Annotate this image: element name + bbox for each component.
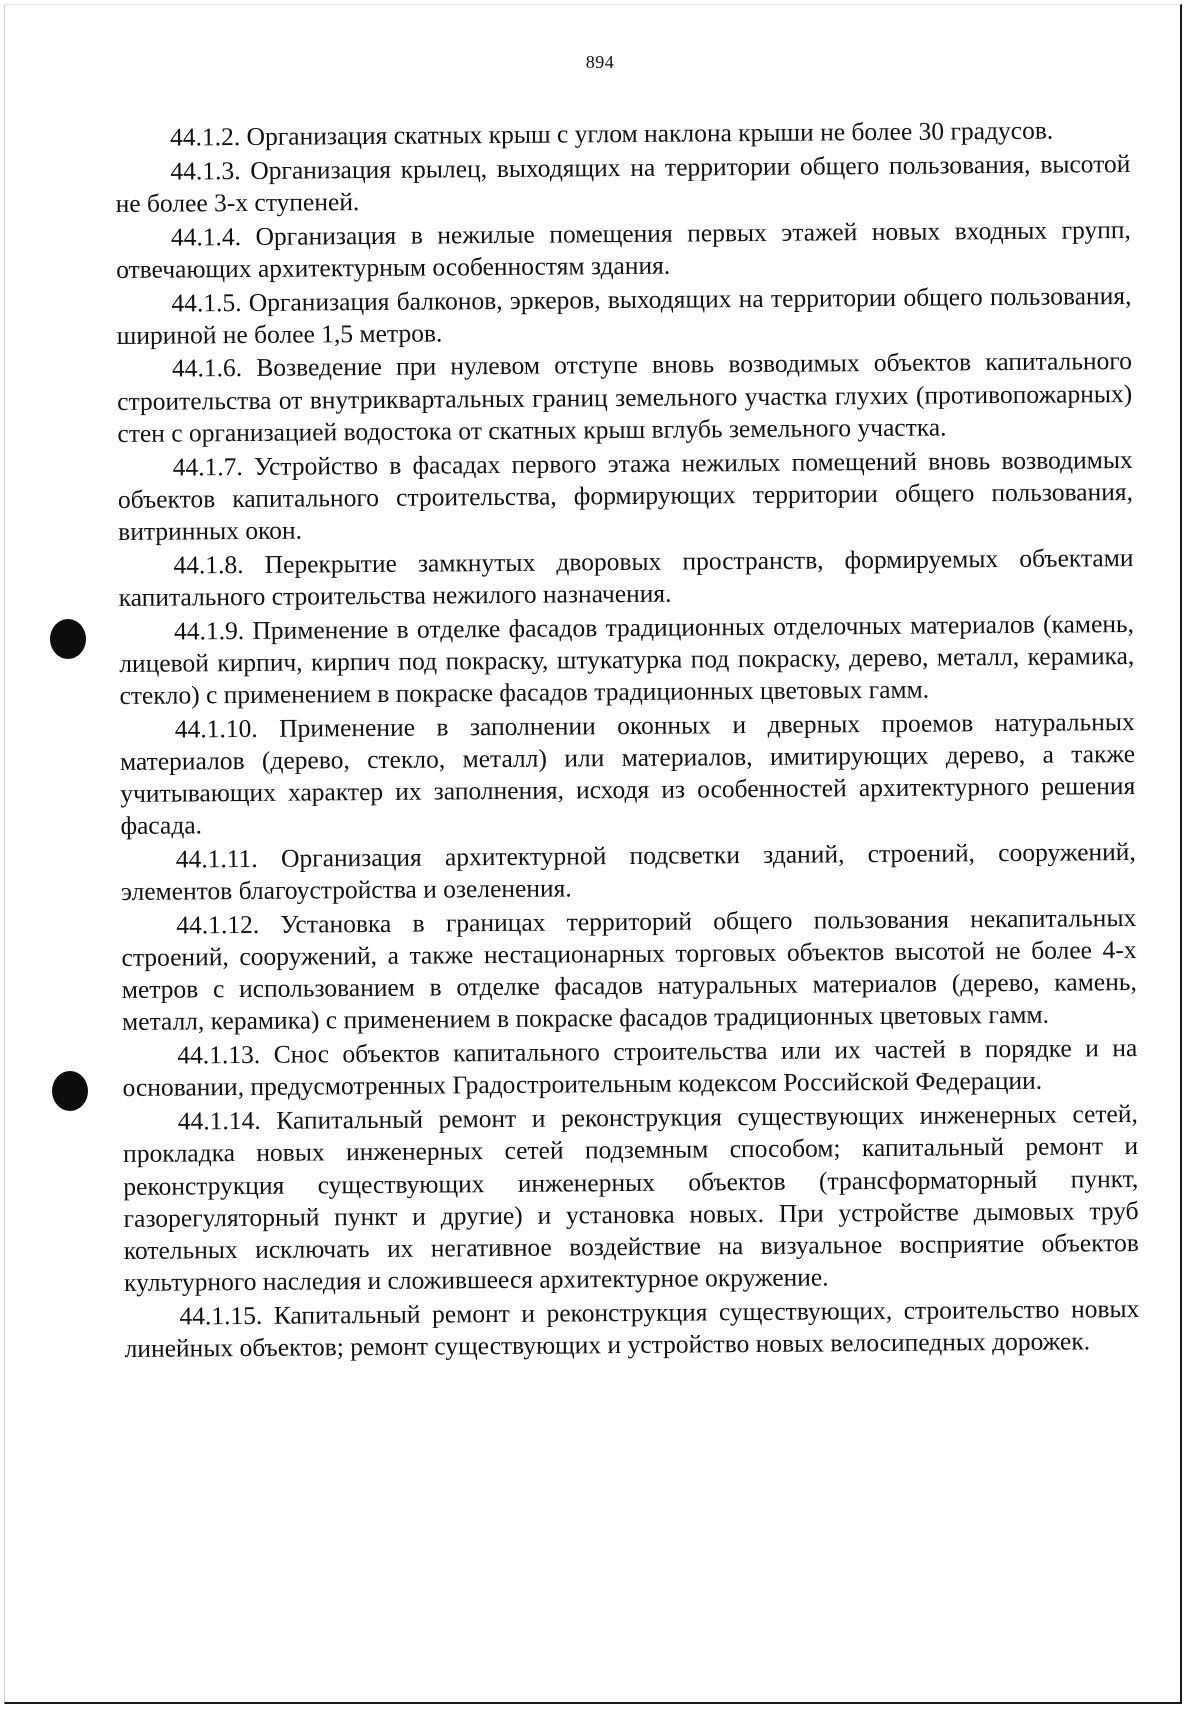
- paragraph-44-1-8: 44.1.8. Перекрытие замкнутых дворовых пространств, формируемых объектами капитального строительства нежилого назначения.: [118, 542, 1134, 612]
- paragraph-44-1-7: 44.1.7. Устройство в фасадах первого этажа нежилых помещений вновь возводимых объектов капитального строительства, формирующих территории общего пользования, витринных окон.: [117, 444, 1134, 546]
- paragraph-44-1-9: 44.1.9. Применение в отделке фасадов традиционных отделочных материалов (камень, лицевой кирпич, кирпич под покраску, штукатурка под покраску, дерево, металл, керамика, стекло) с применением в покраске фасадов традиционных цветовых гамм.: [119, 608, 1135, 710]
- binder-punch-hole-lower: [52, 1071, 88, 1111]
- paragraph-44-1-11: 44.1.11. Организация архитектурной подсветки зданий, строений, сооружений, элементов благоустройства и озеленения.: [120, 836, 1136, 907]
- paragraph-44-1-15: 44.1.15. Капитальный ремонт и реконструкция существующих, строительство новых линейных объектов; ремонт существующих и устройство новых велосипедных дорожек.: [124, 1293, 1140, 1363]
- paragraph-44-1-6: 44.1.6. Возведение при нулевом отступе вновь возводимых объектов капитального строительства от внутриквартальных границ земельного участка глухих (противопожарных) стен с организацией водостока от скатных крыш вглубь земельного участка.: [117, 346, 1133, 448]
- paragraph-44-1-5: 44.1.5. Организация балконов, эркеров, выходящих на территории общего пользования, шириной не более 1,5 метров.: [116, 280, 1132, 350]
- document-body: [115, 114, 1140, 1367]
- page-number: 894: [585, 52, 615, 72]
- binder-punch-hole-upper: [50, 619, 86, 659]
- paragraph-44-1-13: 44.1.13. Снос объектов капитального строительства или их частей в порядке и на основании, предусмотренных Градостроительным кодексом Российской Федерации.: [122, 1033, 1138, 1103]
- paragraph-44-1-4: 44.1.4. Организация в нежилые помещения первых этажей новых входных групп, отвечающих архитектурным особенностям здания.: [116, 214, 1131, 284]
- paragraph-44-1-12: 44.1.12. Установка в границах территорий общего пользования некапитальных строений, сооружений, а также нестационарных торговых объектов высотой не более 4-х метров с использованием в отделке фасадов натуральных материалов (дерево, камень, металл, керамика) с применением в покраске фасадов традиционных цветовых гамм.: [121, 902, 1137, 1037]
- paragraph-44-1-3: 44.1.3. Организация крылец, выходящих на территории общего пользования, высотой не более 3-х ступеней.: [115, 148, 1131, 218]
- paragraph-44-1-14: 44.1.14. Капитальный ремонт и реконструкция существующих инженерных сетей, прокладка новых инженерных сетей подземным способом; капитальный ремонт и реконструкция существующих инженерных объектов (трансформаторный пункт, газорегуляторный пункт и другие) и установка новых. При устройстве дымовых труб котельных исключать их негативное воздействие на визуальное восприятие объектов культурного наследия и сложившееся архитектурное окружение.: [122, 1099, 1139, 1298]
- paragraph-44-1-10: 44.1.10. Применение в заполнении оконных и дверных проемов натуральных материалов (дерево, стекло, металл) или материалов, имитирующих дерево, а также учитывающих характер их заполнения, исходя из особенностей архитектурного решения фасада.: [119, 706, 1136, 841]
- paragraph-44-1-2: 44.1.2. Организация скатных крыш с углом наклона крыши не более 30 градусов.: [170, 115, 1054, 152]
